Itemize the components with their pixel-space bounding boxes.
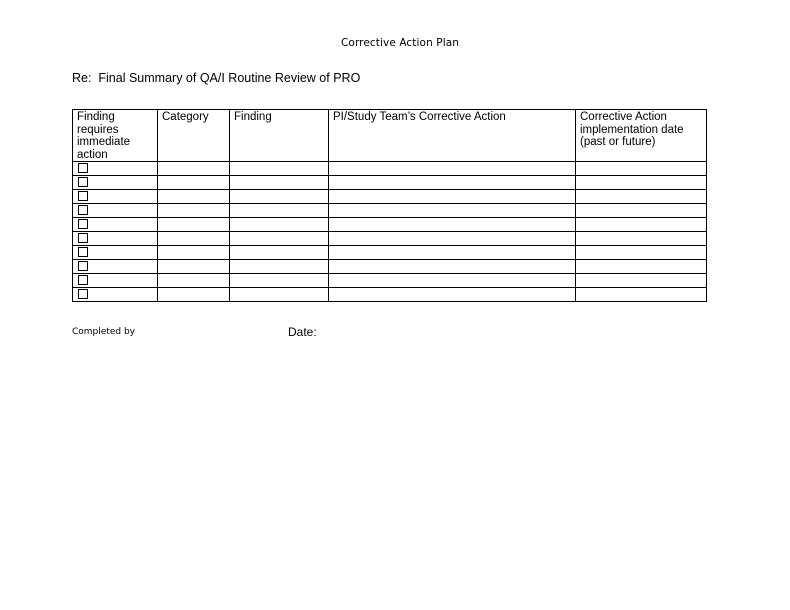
immediate-action-checkbox[interactable] <box>78 163 88 173</box>
finding-cell[interactable] <box>230 190 329 204</box>
finding-cell[interactable] <box>230 232 329 246</box>
table-row <box>73 190 707 204</box>
immediate-action-cell <box>73 162 158 176</box>
implementation-date-cell[interactable] <box>576 288 707 302</box>
corrective-action-cell[interactable] <box>329 246 576 260</box>
corrective-action-cell[interactable] <box>329 232 576 246</box>
implementation-date-cell[interactable] <box>576 274 707 288</box>
immediate-action-checkbox[interactable] <box>78 191 88 201</box>
implementation-date-cell[interactable] <box>576 218 707 232</box>
header-category: Category <box>158 110 230 162</box>
immediate-action-checkbox[interactable] <box>78 233 88 243</box>
finding-cell[interactable] <box>230 274 329 288</box>
corrective-action-cell[interactable] <box>329 204 576 218</box>
corrective-action-cell[interactable] <box>329 274 576 288</box>
immediate-action-cell <box>73 232 158 246</box>
date-label: Date: <box>288 325 317 339</box>
table-row <box>73 260 707 274</box>
category-cell[interactable] <box>158 218 230 232</box>
header-implementation-date: Corrective Action implementation date (past or future) <box>576 110 707 162</box>
implementation-date-cell[interactable] <box>576 204 707 218</box>
implementation-date-cell[interactable] <box>576 260 707 274</box>
immediate-action-checkbox[interactable] <box>78 289 88 299</box>
header-finding: Finding <box>230 110 329 162</box>
finding-cell[interactable] <box>230 260 329 274</box>
corrective-action-cell[interactable] <box>329 288 576 302</box>
category-cell[interactable] <box>158 260 230 274</box>
finding-cell[interactable] <box>230 246 329 260</box>
immediate-action-checkbox[interactable] <box>78 247 88 257</box>
category-cell[interactable] <box>158 176 230 190</box>
table-row <box>73 162 707 176</box>
category-cell[interactable] <box>158 274 230 288</box>
category-cell[interactable] <box>158 204 230 218</box>
category-cell[interactable] <box>158 162 230 176</box>
table-row <box>73 288 707 302</box>
finding-cell[interactable] <box>230 162 329 176</box>
immediate-action-cell <box>73 246 158 260</box>
implementation-date-cell[interactable] <box>576 190 707 204</box>
corrective-action-cell[interactable] <box>329 260 576 274</box>
immediate-action-cell <box>73 176 158 190</box>
finding-cell[interactable] <box>230 288 329 302</box>
immediate-action-checkbox[interactable] <box>78 261 88 271</box>
category-cell[interactable] <box>158 246 230 260</box>
header-corrective-action: PI/Study Team’s Corrective Action <box>329 110 576 162</box>
corrective-action-cell[interactable] <box>329 190 576 204</box>
immediate-action-cell <box>73 190 158 204</box>
table-row <box>73 274 707 288</box>
corrective-action-cell[interactable] <box>329 218 576 232</box>
implementation-date-cell[interactable] <box>576 162 707 176</box>
immediate-action-cell <box>73 274 158 288</box>
document-subject: Re: Final Summary of QA/I Routine Review of PRO <box>72 71 361 85</box>
document-title: Corrective Action Plan <box>340 37 459 49</box>
table-row <box>73 204 707 218</box>
table-row <box>73 246 707 260</box>
header-immediate-action: Finding requires immediate action <box>73 110 158 162</box>
corrective-action-table <box>72 109 707 302</box>
completed-by-label: Completed by <box>72 327 135 337</box>
corrective-action-cell[interactable] <box>329 162 576 176</box>
finding-cell[interactable] <box>230 176 329 190</box>
category-cell[interactable] <box>158 288 230 302</box>
table-body <box>73 162 707 302</box>
category-cell[interactable] <box>158 190 230 204</box>
corrective-action-cell[interactable] <box>329 176 576 190</box>
table-row <box>73 176 707 190</box>
finding-cell[interactable] <box>230 218 329 232</box>
table-header-row <box>73 110 707 162</box>
immediate-action-cell <box>73 204 158 218</box>
immediate-action-checkbox[interactable] <box>78 219 88 229</box>
table-row <box>73 218 707 232</box>
table-row <box>73 232 707 246</box>
implementation-date-cell[interactable] <box>576 232 707 246</box>
immediate-action-cell <box>73 218 158 232</box>
immediate-action-checkbox[interactable] <box>78 275 88 285</box>
immediate-action-cell <box>73 260 158 274</box>
implementation-date-cell[interactable] <box>576 246 707 260</box>
immediate-action-cell <box>73 288 158 302</box>
immediate-action-checkbox[interactable] <box>78 205 88 215</box>
finding-cell[interactable] <box>230 204 329 218</box>
implementation-date-cell[interactable] <box>576 176 707 190</box>
immediate-action-checkbox[interactable] <box>78 177 88 187</box>
category-cell[interactable] <box>158 232 230 246</box>
